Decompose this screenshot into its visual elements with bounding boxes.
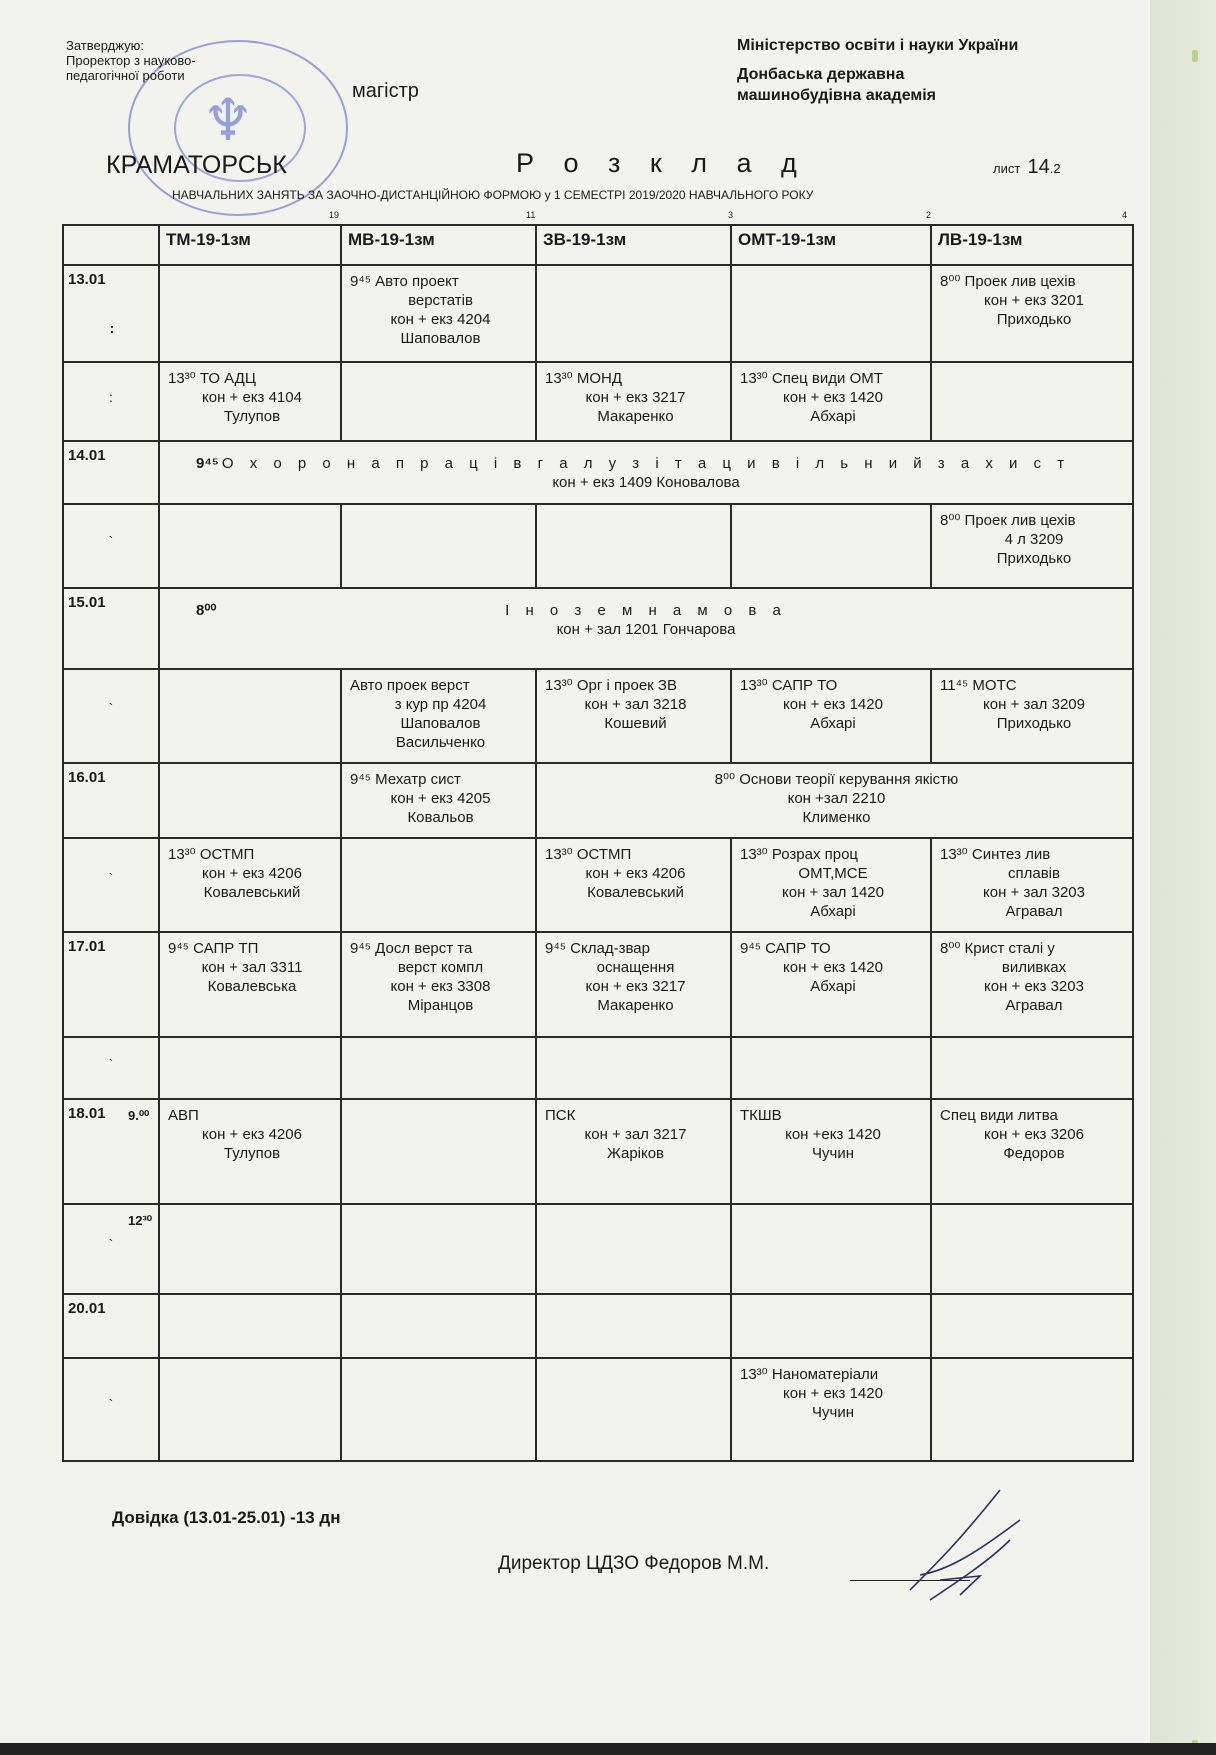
class-title: 8⁰⁰ Основи теорії керування якістю [714,771,959,789]
class-cell [159,362,341,441]
class-cell [931,1037,1133,1098]
schedule-row [63,441,1133,505]
group-count: 2 [926,210,932,220]
class-cell [931,362,1133,441]
class-detail: кон + зал 3209 [983,695,1085,713]
class-title: 9⁴⁵ САПР ТП [168,940,259,958]
header-corner [63,225,159,265]
class-cell [731,1294,931,1358]
approval-block: Затверджую: Проректор з науково- педагогічної роботи [66,38,196,83]
class-detail: Приходько [996,311,1072,328]
row-marker: ` [108,699,114,716]
header-row [63,225,1133,265]
schedule-row [63,838,1133,932]
class-cell [931,1204,1133,1294]
date-cell [63,504,159,587]
class-detail: кон + екз 3206 [984,1125,1084,1143]
class-cell [731,932,931,1037]
date-label: 15.01 [68,593,106,611]
group-count: 4 [1122,210,1128,220]
class-cell [731,1037,931,1098]
academy-name: Донбаська державна машинобудівна академія [737,66,937,104]
class-cell [536,504,731,587]
class-detail: Васильченко [395,733,486,751]
row-marker: : [109,388,113,405]
class-time: 12³⁰ [128,1213,153,1229]
class-detail: Ковалевський [203,883,301,901]
date-label: 13.01 [68,271,106,288]
class-cell [536,1294,731,1358]
class-time: 8⁰⁰ [196,601,217,619]
class-cell [731,265,931,362]
class-title: ТКШВ [740,1106,782,1124]
class-detail: Приходько [996,714,1072,732]
class-detail: кон + зал 3218 [584,695,687,713]
class-detail: кон + екз 3201 [984,292,1084,309]
scan-edge [1150,0,1216,1755]
class-detail: Ковальов [407,809,474,827]
class-detail: кон + екз 4206 [585,864,686,882]
class-detail: з кур пр 4204 [394,695,487,713]
date-cell [63,588,159,669]
class-title: 11⁴⁵ МОТС [940,676,1017,694]
class-cell [931,504,1133,587]
class-details: кон + зал 1201 Гончарова [556,620,736,638]
class-subject: І н о з е м н а м о в а [505,601,787,619]
class-cell [731,362,931,441]
class-cell [536,1037,731,1098]
class-title: 13³⁰ Спец види ОМТ [740,369,883,387]
class-detail: Тулупов [223,1144,281,1162]
class-cell [931,1294,1133,1358]
class-detail: Федоров [1003,1144,1065,1162]
schedule-table [62,224,1134,1462]
class-cell [159,504,341,587]
class-title: 13³⁰ ОСТМП [168,845,255,863]
schedule-row [63,1099,1133,1204]
class-detail: кон +зал 2210 [787,790,886,808]
page-subtitle: НАВЧАЛЬНИХ ЗАНЯТЬ ЗА ЗАОЧНО-ДИСТАНЦІЙНОЮ ФОРМОЮ у 1 СЕМЕСТРІ 2019/2020 НАВЧАЛЬНОГО РОКУ [172,188,814,202]
class-detail: виливках [1001,959,1067,977]
class-detail: кон + екз 1420 [783,695,883,713]
all-groups-class [159,441,1133,505]
class-cell [931,1099,1133,1204]
schedule-row [63,763,1133,838]
handwritten-signature [900,1480,1030,1610]
class-cell [731,669,931,763]
class-detail: кон + екз 4204 [390,311,491,328]
class-detail: Шаповалов [400,330,481,347]
class-detail: кон + екз 1420 [783,1384,883,1402]
class-cell [341,1037,536,1098]
class-cell [159,669,341,763]
class-detail: кон + екз 3308 [390,978,491,996]
class-cell [931,838,1133,932]
class-detail: Макаренко [597,997,674,1015]
schedule-row [63,588,1133,669]
date-cell [63,763,159,838]
class-title: 9⁴⁵ Склад-звар [545,940,650,958]
class-cell [341,1294,536,1358]
class-title: 8⁰⁰ Крист сталі у [940,940,1055,958]
class-detail: сплавів [1008,864,1060,882]
class-cell [931,265,1133,362]
class-cell [341,1204,536,1294]
date-cell [63,441,159,505]
class-title: 13³⁰ Орг і проек ЗВ [545,676,677,694]
schedule-row [63,362,1133,441]
class-cell [159,265,341,362]
class-cell [128,1204,341,1294]
schedule-body [63,265,1133,1461]
class-cell [159,763,341,838]
class-cell [931,669,1133,763]
class-detail: кон +екз 1420 [785,1125,881,1143]
date-cell [63,1358,159,1461]
class-detail: оснащення [596,959,675,977]
class-cell [731,504,931,587]
class-detail: кон + зал 1420 [782,883,884,901]
class-cell [731,1099,931,1204]
date-label: 18.01 [68,1104,106,1122]
class-cell [536,669,731,763]
class-title: 9⁴⁵ САПР ТО [740,940,831,958]
class-cell [341,1099,536,1204]
class-time: 9.⁰⁰ [128,1107,150,1123]
class-detail: Абхарі [810,978,856,996]
class-title: 9⁴⁵ Мехатр сист [350,771,461,789]
class-cell [536,362,731,441]
schedule-row [63,1294,1133,1358]
class-detail: кон + екз 3217 [585,978,686,996]
class-cell [536,1099,731,1204]
class-cell [731,1358,931,1461]
class-detail: Абхарі [810,714,856,732]
class-detail: Ковалевська [207,978,297,996]
class-detail: Абхарі [810,407,856,425]
row-marker: ` [108,869,114,886]
group-header: ЛВ-19-1зм [931,225,1133,265]
scan-bottom-edge [0,1743,1216,1755]
class-detail: Агравал [1005,997,1063,1015]
class-detail: Чучин [812,1403,854,1421]
class-detail: кон + зал 3311 [201,959,303,977]
class-title: 13³⁰ МОНД [545,369,623,387]
class-detail: Тулупов [223,407,281,425]
class-cell [536,1358,731,1461]
class-cell [159,1037,341,1098]
class-cell [128,1099,341,1204]
group-header: ЗВ-19-1зм [536,225,731,265]
class-detail: кон + екз 1420 [783,388,883,406]
group-header: ТМ-19-1зм [159,225,341,265]
sheet-number: лист 14.2 [993,156,1061,178]
class-detail: ОМТ,МСЕ [798,864,868,882]
class-title: 13³⁰ ТО АДЦ [168,369,256,387]
class-detail: Ковалевський [587,883,684,901]
group-count: 19 [329,210,340,220]
director-signature-line: Директор ЦДЗО Федоров М.М. [498,1553,770,1574]
class-detail: кон + екз 3217 [585,388,686,406]
class-title: АВП [168,1106,199,1124]
schedule-row [63,1204,1133,1294]
class-cell [341,1358,536,1461]
class-subject: О х о р о н а п р а ц і в г а л у з і т а ц и в і л ь н и й з а х и с т [221,454,1071,472]
class-cell [341,763,536,838]
class-title: 8⁰⁰ Проек лив цехів [940,512,1076,530]
row-marker: ` [108,1395,114,1412]
date-label: 16.01 [68,769,106,787]
class-detail: кон + екз 4205 [390,790,491,808]
class-detail: Чучин [812,1144,854,1162]
class-cell [931,932,1133,1037]
date-cell [63,669,159,763]
class-detail: кон + екз 3203 [984,978,1084,996]
class-title: 9⁴⁵ Досл верст та [350,940,473,958]
row-marker: ` [108,1056,114,1073]
class-detail: Жаріков [606,1144,665,1162]
class-title: Авто проек верст [350,676,470,694]
date-cell [63,1294,159,1358]
group-header: МВ-19-1зм [341,225,536,265]
city-name: КРАМАТОРСЬК [106,151,287,179]
ministry-name: Міністерство освіти і науки України [737,37,1019,54]
class-detail: кон + екз 4104 [202,388,302,406]
class-title: Спец види литва [940,1106,1058,1124]
group-count: 3 [728,210,734,220]
schedule-row [63,504,1133,587]
class-detail: Шаповалов [400,714,481,732]
class-detail: кон + екз 1420 [783,959,883,977]
date-cell [63,838,159,932]
schedule-row [63,1037,1133,1098]
date-cell [63,362,159,441]
class-title: ПСК [545,1106,576,1124]
class-detail: верст компл [397,959,484,977]
date-cell [63,1037,159,1098]
class-title: 13³⁰ САПР ТО [740,676,838,694]
class-cell [536,1204,731,1294]
class-detail: Агравал [1005,902,1063,920]
reference-note: Довідка (13.01-25.01) -13 дн [112,1508,341,1527]
class-detail: Абхарі [810,902,856,920]
date-cell [63,932,159,1037]
class-detail: кон + зал 3203 [983,883,1085,901]
class-cell [341,669,536,763]
class-cell [341,362,536,441]
class-cell [159,1294,341,1358]
class-cell [536,763,1133,838]
schedule-row [63,932,1133,1037]
class-detail: Макаренко [597,407,674,425]
class-detail: Приходько [996,550,1072,568]
class-cell [341,838,536,932]
class-detail: Міранцов [407,997,474,1015]
class-title: 9⁴⁵ Авто проект [350,273,459,290]
row-marker: ` [108,533,114,550]
schedule-row [63,1358,1133,1461]
class-detail: кон + екз 4206 [202,864,302,882]
class-details: кон + екз 1409 Коновалова [552,473,740,491]
degree-level: магістр [352,80,419,102]
class-detail: Клименко [802,809,871,827]
class-title: 13³⁰ Синтез лив [940,845,1051,863]
class-cell [341,932,536,1037]
class-cell [731,1204,931,1294]
row-marker: : [109,320,115,336]
class-cell [731,838,931,932]
class-title: 13³⁰ Розрах проц [740,845,859,863]
class-cell [159,1358,341,1461]
class-cell [536,838,731,932]
schedule-row [63,265,1133,362]
all-groups-class [159,588,1133,669]
class-detail: 4 л 3209 [1004,531,1064,549]
row-marker: ` [108,1236,114,1253]
class-detail: верстатів [408,292,473,309]
class-detail: кон + екз 4206 [202,1125,302,1143]
institution-seal: ♆ [128,40,348,216]
class-cell [341,504,536,587]
class-cell [159,838,341,932]
class-cell [341,265,536,362]
class-cell [159,932,341,1037]
class-title: 13³⁰ ОСТМП [545,845,632,863]
class-title: 13³⁰ Наноматеріали [740,1365,879,1383]
class-detail: кон + зал 3217 [584,1125,687,1143]
date-label: 14.01 [68,446,106,464]
group-count: 11 [526,210,536,220]
page-title: Р о з к л а д [516,148,808,178]
class-detail: Кошевий [604,714,667,732]
class-cell [536,932,731,1037]
date-label: 17.01 [68,938,106,956]
class-title: 8⁰⁰ Проек лив цехів [940,273,1076,290]
class-cell [536,265,731,362]
class-time: 9⁴⁵ [196,454,219,472]
class-cell [931,1358,1133,1461]
date-cell [63,265,159,362]
group-header: ОМТ-19-1зм [731,225,931,265]
schedule-row [63,669,1133,763]
date-label: 20.01 [68,1300,106,1318]
